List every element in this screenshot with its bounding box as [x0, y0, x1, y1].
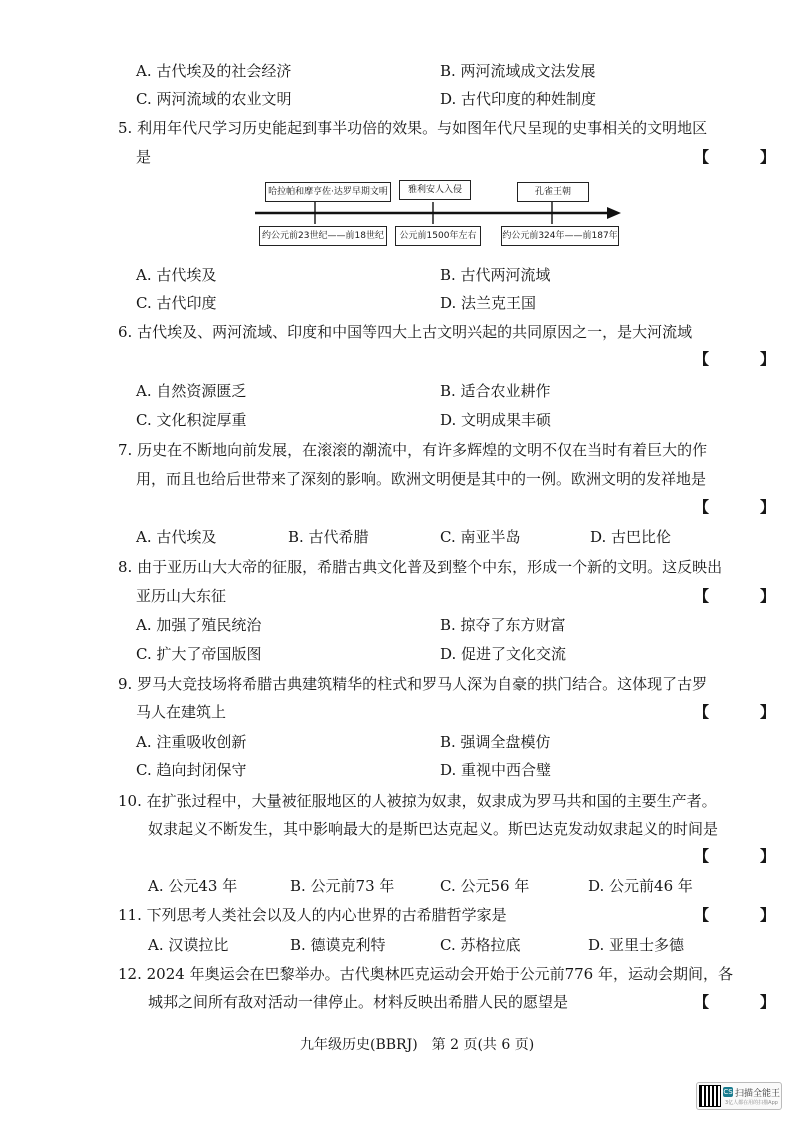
q5-option-c: C. 古代印度 [136, 294, 217, 312]
q10-stem-line1: 10. 在扩张过程中，大量被征服地区的人被掠为奴隶，奴隶成为罗马共和国的主要生产者。 [118, 792, 717, 810]
timeline-event-maurya: 孔雀王朝 [517, 182, 589, 202]
q5-answer-bracket: 【 】 [694, 148, 794, 166]
q11-option-d: D. 亚里士多德 [588, 936, 685, 954]
watermark-subtext: 3亿人都在用的扫描App [725, 1100, 778, 1106]
q9-option-d: D. 重视中西合璧 [440, 761, 552, 779]
q10-answer-bracket: 【 】 [694, 847, 794, 865]
q12-stem-line2: 城邦之间所有敌对活动一律停止。材料反映出希腊人民的愿望是 [148, 993, 569, 1011]
q9-option-b: B. 强调全盘模仿 [440, 733, 551, 751]
q6-option-d: D. 文明成果丰硕 [440, 411, 552, 429]
q4-option-c: C. 两河流域的农业文明 [136, 90, 292, 108]
q9-stem-line2: 马人在建筑上 [136, 703, 227, 721]
qr-code-icon [699, 1085, 721, 1107]
q12-stem-line1: 12. 2024 年奥运会在巴黎举办。古代奥林匹克运动会开始于公元前776 年，运动会期间，各 [118, 965, 733, 983]
timeline-date-maurya: 约公元前324年——前187年 [501, 226, 619, 246]
q7-option-b: B. 古代希腊 [288, 528, 369, 546]
q9-stem-line1: 9. 罗马大竞技场将希腊古典建筑精华的柱式和罗马人深为自豪的拱门结合。这体现了古罗 [118, 675, 708, 693]
page-footer: 九年级历史(BBRJ) 第 2 页(共 6 页) [300, 1037, 535, 1053]
q11-option-b: B. 德谟克利特 [290, 936, 386, 954]
q5-option-a: A. 古代埃及 [136, 266, 217, 284]
q11-stem-line1: 11. 下列思考人类社会以及人的内心世界的古希腊哲学家是 [118, 906, 507, 924]
q6-answer-bracket: 【 】 [694, 350, 794, 368]
q4-option-d: D. 古代印度的种姓制度 [440, 90, 597, 108]
q8-option-a: A. 加强了殖民统治 [136, 616, 262, 634]
q8-stem-line1: 8. 由于亚历山大大帝的征服，希腊古典文化普及到整个中东，形成一个新的文明。这反映出 [118, 558, 723, 576]
q9-option-a: A. 注重吸收创新 [136, 733, 247, 751]
q6-option-c: C. 文化积淀厚重 [136, 411, 247, 429]
timeline-event-harappa: 哈拉帕和摩亨佐·达罗早期文明 [265, 182, 391, 202]
q4-option-b: B. 两河流域成文法发展 [440, 62, 596, 80]
q8-option-b: B. 掠夺了东方财富 [440, 616, 566, 634]
watermark-text: 扫描全能王 [735, 1089, 781, 1099]
q5-stem-line2: 是 [136, 148, 152, 166]
q11-answer-bracket: 【 】 [694, 906, 794, 924]
scanner-watermark [696, 1082, 782, 1110]
q8-answer-bracket: 【 】 [694, 587, 794, 605]
q8-option-c: C. 扩大了帝国版图 [136, 645, 262, 663]
q12-answer-bracket: 【 】 [694, 993, 794, 1011]
q8-option-d: D. 促进了文化交流 [440, 645, 567, 663]
q11-option-a: A. 汉谟拉比 [148, 936, 229, 954]
q10-option-d: D. 公元前46 年 [588, 877, 693, 895]
q7-option-a: A. 古代埃及 [136, 528, 217, 546]
q7-option-c: C. 南亚半岛 [440, 528, 521, 546]
q5-option-b: B. 古代两河流域 [440, 266, 551, 284]
timeline-event-aryan-invasion: 雅利安人入侵 [399, 180, 471, 200]
q7-stem-line2: 用，而且也给后世带来了深刻的影响。欧洲文明便是其中的一例。欧洲文明的发祥地是 [136, 470, 707, 488]
q5-option-d: D. 法兰克王国 [440, 294, 537, 312]
q9-option-c: C. 趋向封闭保守 [136, 761, 247, 779]
q10-option-c: C. 公元56 年 [440, 877, 530, 895]
q10-option-b: B. 公元前73 年 [290, 877, 395, 895]
q10-option-a: A. 公元43 年 [148, 877, 238, 895]
q7-option-d: D. 古巴比伦 [590, 528, 672, 546]
q6-option-b: B. 适合农业耕作 [440, 382, 551, 400]
q4-option-a: A. 古代埃及的社会经济 [136, 62, 292, 80]
q8-stem-line2: 亚历山大东征 [136, 587, 227, 605]
timeline-date-harappa: 约公元前23世纪——前18世纪 [259, 226, 387, 246]
q7-stem-line1: 7. 历史在不断地向前发展，在滚滚的潮流中，有许多辉煌的文明不仅在当时有着巨大的作 [118, 441, 708, 459]
timeline-date-aryan-invasion: 公元前1500年左右 [395, 226, 481, 246]
q5-timeline [255, 176, 625, 248]
q11-option-c: C. 苏格拉底 [440, 936, 521, 954]
q6-stem-line1: 6. 古代埃及、两河流域、印度和中国等四大上古文明兴起的共同原因之一，是大河流域 [118, 323, 693, 341]
q9-answer-bracket: 【 】 [694, 703, 794, 721]
q5-stem-line1: 5. 利用年代尺学习历史能起到事半功倍的效果。与如图年代尺呈现的史事相关的文明地区 [118, 119, 708, 137]
q7-answer-bracket: 【 】 [694, 498, 794, 516]
q6-option-a: A. 自然资源匮乏 [136, 382, 247, 400]
q10-stem-line2: 奴隶起义不断发生，其中影响最大的是斯巴达克起义。斯巴达克发动奴隶起义的时间是 [148, 820, 719, 838]
camscanner-logo-icon: CS [723, 1088, 733, 1096]
